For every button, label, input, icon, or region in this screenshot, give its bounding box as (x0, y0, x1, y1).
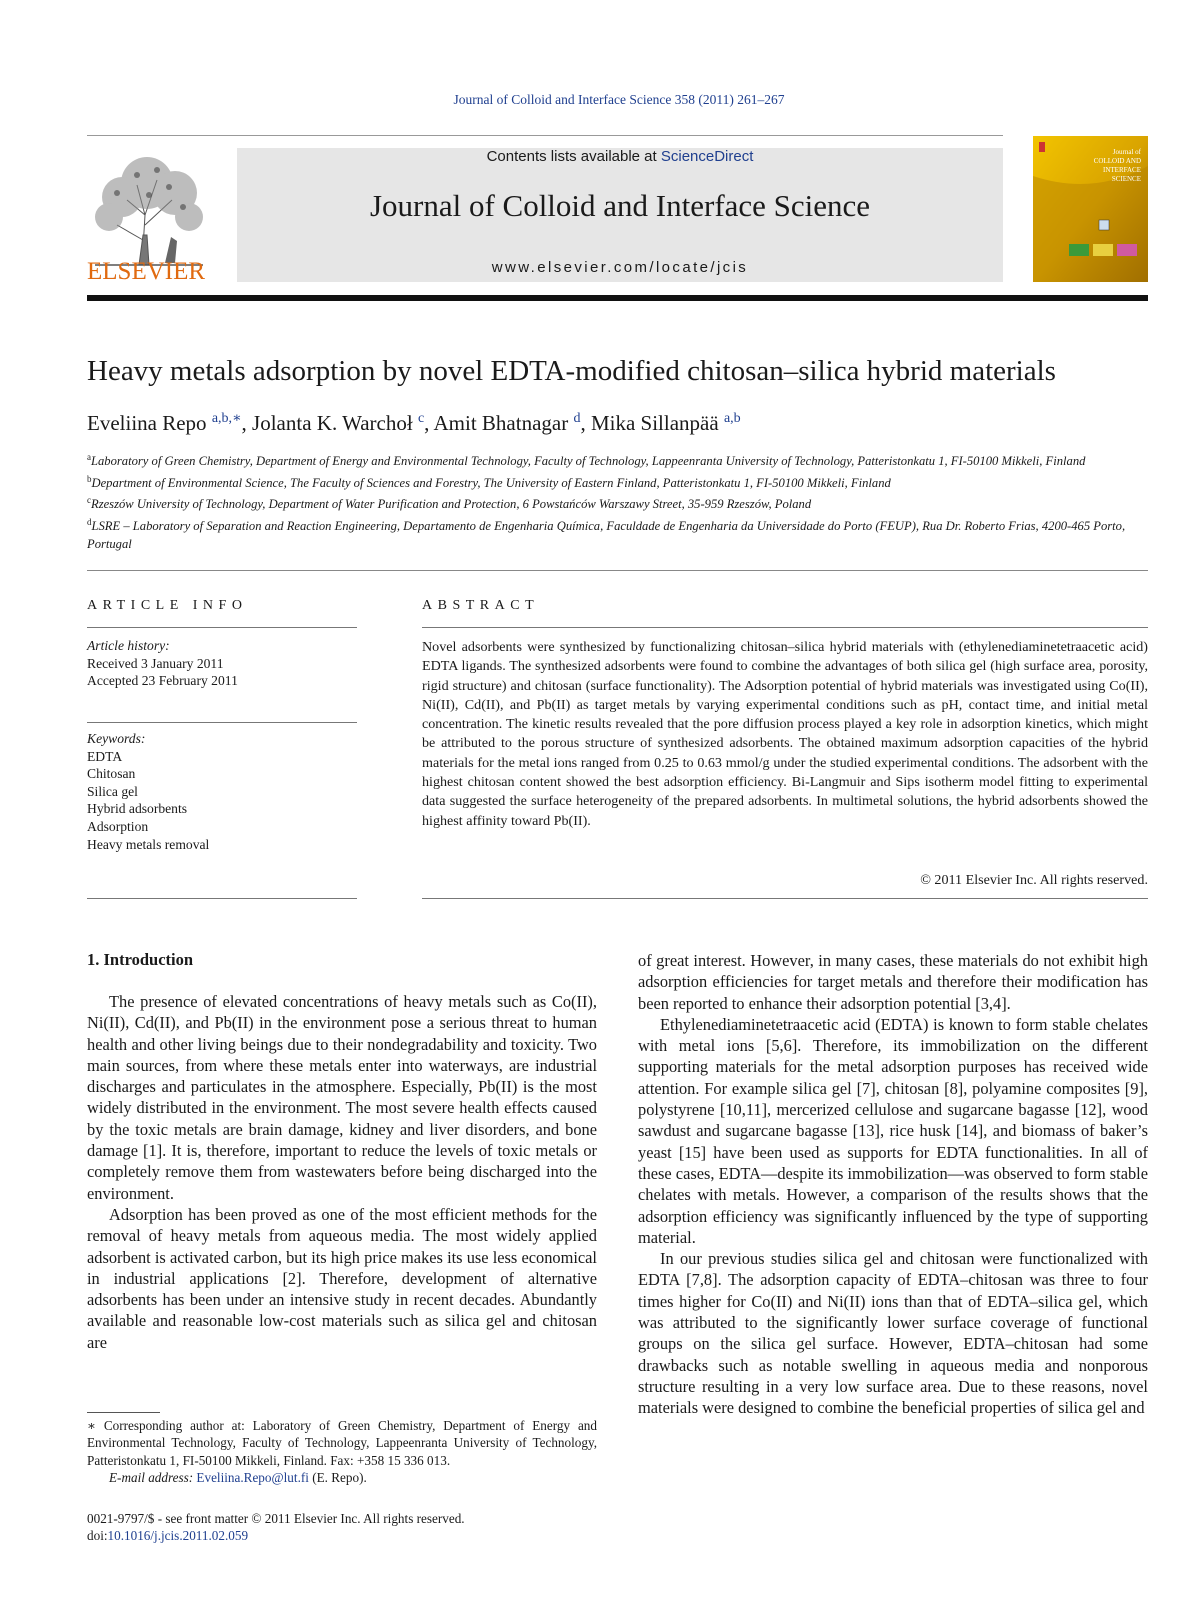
abstract-heading: ABSTRACT (422, 598, 540, 613)
history-label: Article history: (87, 638, 170, 653)
keyword: Chitosan (87, 766, 136, 782)
keywords-label: Keywords: (87, 731, 146, 746)
info-rule (87, 627, 357, 628)
info-rule (87, 898, 357, 899)
affiliation-text: Department of Environmental Science, The Faculty of Sciences and Forestry, The University of Eastern Finland, Patteristonkatu 1, FI-50100 Mikkeli, Finland (91, 475, 891, 490)
doi-link[interactable]: 10.1016/j.jcis.2011.02.059 (107, 1528, 249, 1544)
keyword: Heavy metals removal (87, 836, 210, 852)
abstract-rule (422, 898, 1148, 899)
svg-text:SCIENCE: SCIENCE (1111, 175, 1141, 183)
article-title: Heavy metals adsorption by novel EDTA-modified chitosan–silica hybrid materials (87, 355, 1056, 387)
keyword: Hybrid adsorbents (87, 801, 188, 817)
affiliation-item (87, 514, 1148, 553)
author-name: Mika Sillanpää (590, 411, 719, 435)
front-matter (87, 1510, 465, 1545)
affiliation-item (87, 449, 1148, 471)
article-history (87, 637, 357, 690)
author-affiliation-marker[interactable]: a,b,∗ (211, 411, 242, 426)
keyword: Silica gel (87, 783, 138, 799)
keyword: EDTA (87, 748, 123, 764)
author-separator: , (241, 411, 253, 435)
affiliation-key: b (87, 473, 92, 484)
affiliation-key: d (87, 517, 92, 528)
affiliation-key: a (87, 452, 91, 462)
email-suffix: (E. Repo). (308, 1470, 367, 1486)
keywords (87, 730, 357, 853)
author-list (87, 410, 741, 436)
abstract-copyright: © 2011 Elsevier Inc. All rights reserved. (920, 872, 1148, 888)
contents-prefix: Contents lists available at (486, 148, 661, 165)
section-divider (87, 570, 1148, 571)
affiliations (87, 449, 1148, 553)
section-heading: 1. Introduction (87, 950, 194, 969)
accepted-date: Accepted 23 February 2011 (87, 673, 238, 689)
body-paragraph: Adsorption has been proved as one of the most efficient methods for the removal of heavy metals from aqueous media. The most widely applied adsorbent is activated carbon, but its high price makes its use less economical in industrial applications [2]. Therefore, development of alternative adsorbents has been under an intensive study in recent decades. Abundantly available and reasonable low-cost materials such as silica gel and chitosan are (87, 1204, 597, 1352)
svg-text:COLLOID AND: COLLOID AND (1093, 157, 1141, 165)
journal-cover-image[interactable] (1033, 136, 1148, 282)
journal-name: Journal of Colloid and Interface Science (369, 188, 871, 223)
email-label: E-mail address: (109, 1470, 197, 1486)
corresponding-author-note: ∗ Corresponding author at: Laboratory of Green Chemistry, Department of Energy and Environmental Technology, Faculty of Technology, Lappeenranta University of Technology, Patteristonkatu 1, FI-50100 Mikkeli, Finland. Fax: +358 15 336 013. (87, 1418, 597, 1468)
elsevier-wordmark: ELSEVIER (87, 258, 206, 285)
email-line (87, 1469, 597, 1486)
author-affiliation-marker[interactable]: c (417, 411, 425, 426)
affiliation-key: c (87, 495, 91, 506)
body-paragraph: Ethylenediaminetetraacetic acid (EDTA) is known to form stable chelates with metal ions [5,6]. Therefore, its immobilization on the different supporting materials for the metal adsorption purposes has received wide attention. For example silica gel [7], chitosan [8], polyamine composites [9], polystyrene [10,11], mercerized cellulose and sugarcane bagasse [12], wood sawdust and sugarcane bagasse [13], rice husk [14], and biomass of baker’s yeast [15] have been used as supports for EDTA functionalities. In all of these cases, EDTA—despite its immobilization—was observed to form stable chelates with metals. However, a comparison of the results shows that the adsorption efficiency was significantly influenced by the type of supporting material. (638, 1014, 1148, 1247)
journal-citation[interactable]: Journal of Colloid and Interface Science 358 (2011) 261–267 (453, 92, 785, 107)
author-affiliation-marker[interactable]: a,b (723, 411, 741, 426)
author-affiliation-marker[interactable]: d (573, 411, 581, 426)
affiliation-text: Rzeszów University of Technology, Department of Water Purification and Protection, 6 Powstańców Warszawy Street, 35-959 Rzeszów, Poland (91, 497, 812, 512)
body-column-right (638, 950, 1148, 1419)
abstract-text: Novel adsorbents were synthesized by functionalizing chitosan–silica hybrid materials with (ethylenediaminetetraacetic acid) EDTA ligands. The synthesized adsorbents were found to combine the advantages of both silica gel (high surface area, porosity, rigid structure) and chitosan (surface functionality). The Adsorption potential of hybrid materials was investigated using Co(II), Ni(II), Cd(II), and Pb(II) as target metals by varying experimental conditions such as pH, contact time, and initial metal concentration. The kinetic results revealed that the pore diffusion process played a key role in adsorption kinetics, which might be attributed to the porous structure of synthesized adsorbents. The obtained maximum adsorption capacities of the hybrid materials for the metal ions ranged from 0.25 to 0.63 mmol/g under the studied experimental conditions. The adsorbent with the highest chitosan content showed the best adsorption efficiency. Bi-Langmuir and Sips isotherm model fitting to experimental data suggested the surface heterogeneity of the prepared adsorbents. In multimetal solutions, the hybrid adsorbents showed the highest affinity toward Pb(II). (422, 639, 1148, 829)
received-date: Received 3 January 2011 (87, 655, 224, 671)
author-separator: , (424, 411, 434, 435)
author-name: Amit Bhatnagar (433, 411, 569, 435)
contents-line (237, 148, 1003, 165)
body-paragraph: of great interest. However, in many cases, these materials do not exhibit high adsorption efficiencies for target metals and therefore their modification has been reported to enhance their adsorption potential [3,4]. (638, 951, 1148, 1013)
article-info-heading: ARTICLE INFO (87, 598, 248, 613)
svg-text:Journal of: Journal of (1112, 148, 1141, 156)
body-paragraph: In our previous studies silica gel and chitosan were functionalized with EDTA [7,8]. The adsorption capacity of EDTA–chitosan was three to four times higher for Co(II) and Ni(II) ions than that of EDTA–silica gel, which was attributed to the significantly lower surface coverage of functional groups on the silica gel surface. However, EDTA–chitosan had some drawbacks such as notable swelling in aqueous media and nonporous structure resulting in a very low surface area. Due to these reasons, novel materials were designed to combine the beneficial properties of silica gel and (638, 1249, 1148, 1418)
journal-url[interactable]: www.elsevier.com/locate/jcis (491, 259, 749, 276)
footnote (87, 1417, 597, 1487)
header-thick-rule (87, 295, 1148, 301)
affiliation-item (87, 492, 1148, 514)
svg-text:INTERFACE: INTERFACE (1103, 166, 1141, 174)
author-name: Eveliina Repo (87, 411, 207, 435)
affiliation-text: LSRE – Laboratory of Separation and Reaction Engineering, Departamento de Engenharia Química, Faculdade de Engenharia da Universidade do Porto (FEUP), Rua Dr. Roberto Frias, 4200-465 Porto, Portugal (87, 519, 1126, 551)
body-paragraph: The presence of elevated concentrations of heavy metals such as Co(II), Ni(II), Cd(II), and Pb(II) in the environment pose a serious threat to human health and other living beings due to their nondegradability and toxicity. Two main sources, from where these metals enter into waterways, are industrial discharges and particulates in the atmosphere. Especially, Pb(II) is the most widely distributed in the environment. The most severe health effects caused by the toxic metals are brain damage, kidney and liver disorders, and bone damage [1]. It is, therefore, important to reduce the levels of toxic metals or completely remove them from wastewaters before being discharged into the environment. (87, 992, 597, 1203)
footnote-rule (87, 1412, 160, 1413)
journal-banner (237, 148, 1003, 282)
abstract-rule (422, 627, 1148, 628)
sciencedirect-link[interactable]: ScienceDirect (660, 148, 754, 165)
issn-line: 0021-9797/$ - see front matter © 2011 Elsevier Inc. All rights reserved. (87, 1511, 465, 1526)
author-name: Jolanta K. Warchoł (252, 411, 413, 435)
keyword: Adsorption (87, 818, 149, 834)
info-rule (87, 722, 357, 723)
author-separator: , (580, 411, 591, 435)
body-column-left (87, 991, 597, 1353)
doi-label: doi: (87, 1528, 108, 1544)
affiliation-text: Laboratory of Green Chemistry, Department of Energy and Environmental Technology, Faculty of Technology, Lappeenranta University of Technology, Patteristonkatu 1, FI-50100 Mikkeli, Finland (91, 454, 1086, 469)
header-rule (87, 135, 1003, 136)
email-link[interactable]: Eveliina.Repo@lut.fi (196, 1470, 309, 1486)
affiliation-item (87, 471, 1148, 493)
doi-line (87, 1527, 465, 1544)
